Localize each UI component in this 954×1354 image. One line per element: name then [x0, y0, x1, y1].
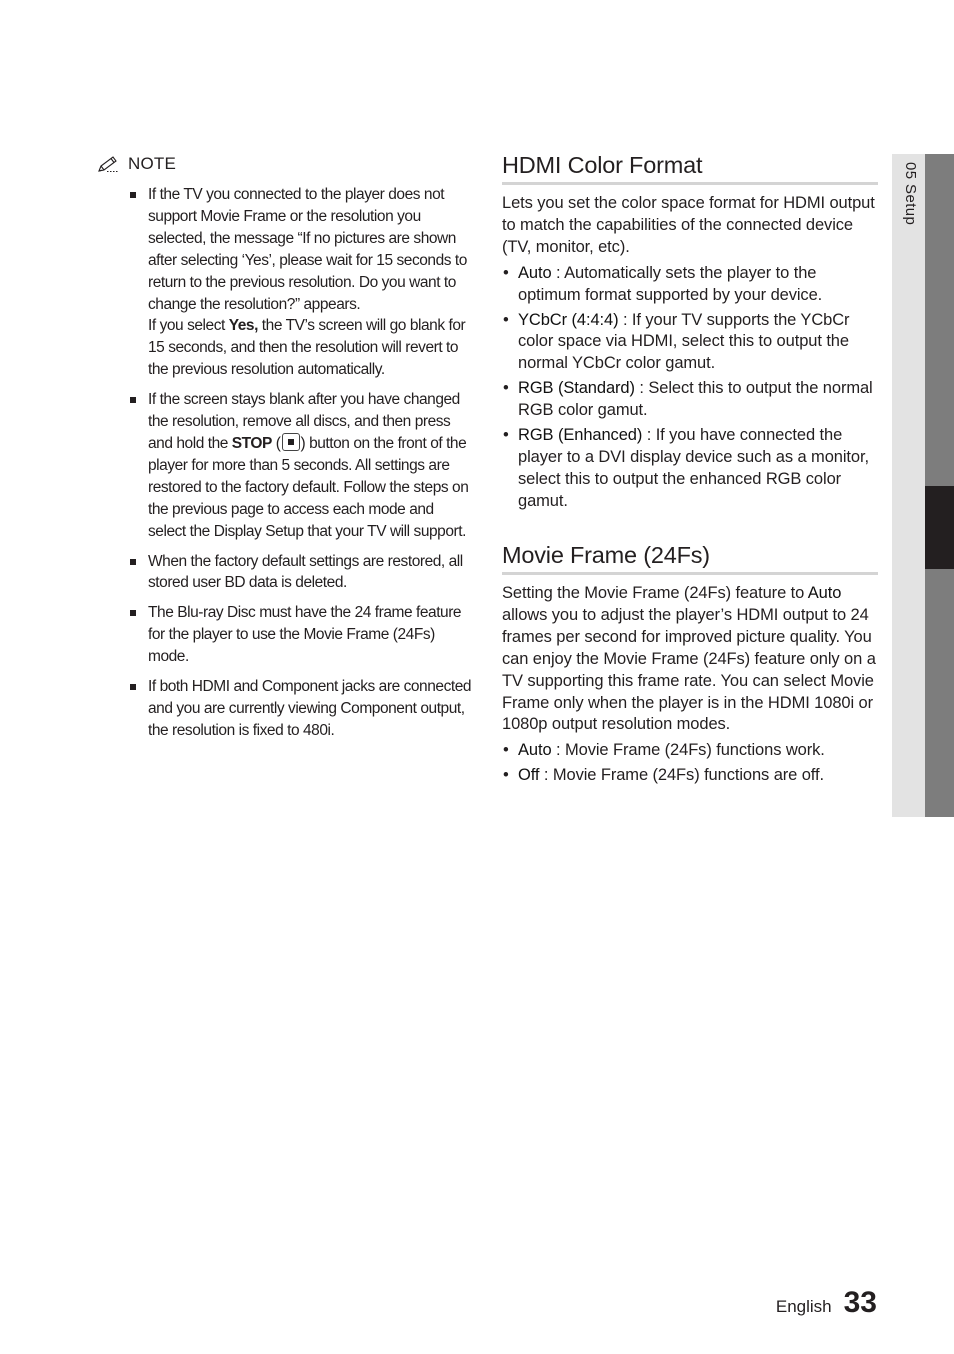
bullet-icon: • [503, 426, 509, 445]
note-box [97, 153, 473, 750]
note-item [128, 602, 473, 668]
option-term: YCbCr (4:4:4) [518, 310, 619, 329]
note-item-text: If both HDMI and Component jacks are connected and you are currently viewing Component output, the resolution is fixed to 480i. [148, 678, 472, 739]
square-bullet-icon [130, 397, 136, 403]
section-intro: Lets you set the color space format for HDMI output to match the capabilities of the connected device (TV, monitor, etc). [502, 194, 875, 256]
pencil-icon [97, 155, 121, 173]
option-desc: : Select this to output the normal RGB color gamut. [518, 379, 873, 420]
bullet-icon: • [503, 741, 509, 760]
square-bullet-icon [130, 559, 136, 565]
note-text-segment: If you select [148, 317, 229, 335]
side-tab-marker [925, 486, 954, 569]
note-item-text: The Blu-ray Disc must have the 24 frame feature for the player to use the Movie Frame (24Fs) mode. [148, 604, 462, 666]
note-text-segment: ( [271, 434, 281, 452]
option-desc: : If you have connected the player to a DVI display device such as a monitor, select this to output the enhanced RGB color gamut. [518, 426, 869, 510]
section-heading: Movie Frame (24Fs) [502, 542, 878, 575]
note-item [128, 551, 473, 595]
note-item [128, 389, 473, 542]
note-title: NOTE [128, 154, 177, 173]
bullet-icon: • [503, 379, 509, 398]
option-item [502, 425, 878, 513]
option-list [502, 263, 878, 513]
note-text-segment: If the screen stays blank after you have changed the resolution, remove all discs, and then press and hold the [148, 391, 460, 452]
option-list [502, 740, 878, 787]
intro-term: Auto [807, 584, 842, 602]
option-term: Auto [518, 263, 552, 282]
bullet-icon: • [503, 263, 509, 282]
chapter-label: 05 Setup [902, 162, 919, 226]
option-term: Off [518, 766, 540, 785]
note-header [97, 153, 473, 175]
option-item [502, 263, 878, 307]
note-item-text: When the factory default settings are restored, all stored user BD data is deleted. [148, 552, 463, 592]
hdmi-color-format-section [502, 152, 878, 516]
option-term: RGB (Enhanced) [518, 426, 643, 445]
section-intro [502, 583, 878, 736]
option-term: RGB (Standard) [518, 379, 635, 398]
note-text-segment: the TV’s screen will go blank for 15 seconds, and then the resolution will revert to the previous resolution automatically. [148, 317, 466, 379]
option-item [502, 765, 878, 787]
intro-segment: Setting the Movie Frame (24Fs) feature to [502, 584, 808, 602]
bullet-icon: • [503, 310, 509, 329]
note-stop-label: STOP [231, 434, 272, 452]
option-desc: : If your TV supports the YCbCr color space via HDMI, select this to output the normal YCbCr color gamut. [518, 310, 850, 373]
stop-button-icon [282, 433, 300, 451]
option-desc: : Movie Frame (24Fs) functions work. [551, 741, 825, 760]
page-footer [776, 1286, 877, 1320]
option-item [502, 310, 878, 376]
note-item [128, 676, 473, 742]
note-item [128, 184, 473, 381]
bullet-icon: • [503, 766, 509, 785]
square-bullet-icon [130, 192, 136, 198]
note-yes-label: Yes, [228, 317, 258, 335]
page-number: 33 [843, 1286, 877, 1319]
option-desc: : Movie Frame (24Fs) functions are off. [539, 766, 824, 785]
note-item-text [148, 315, 473, 381]
option-desc: : Automatically sets the player to the optimum format supported by your device. [518, 263, 823, 304]
note-item-text: If the TV you connected to the player does not support Movie Frame or the resolution you selected, the message “If no pictures are shown after selecting ‘Yes’, please wait for 15 seconds to return to the previous resolution. Do you want to change the resolution?” appears. [148, 186, 467, 313]
movie-frame-section [502, 542, 878, 790]
note-text-segment: ) button on the front of the player for more than 5 seconds. All settings are restored to the factory default. Follow the steps on the previous page to access each mode and select the Display Setup that your TV will support. [148, 434, 469, 540]
section-heading: HDMI Color Format [502, 152, 878, 185]
square-bullet-icon [130, 610, 136, 616]
square-bullet-icon [130, 684, 136, 690]
footer-language: English [775, 1297, 832, 1316]
option-item [502, 378, 878, 422]
intro-segment: allows you to adjust the player’s HDMI output to 24 frames per second for improved picture quality. You can enjoy the Movie Frame (24Fs) feature only on a TV supporting this frame rate. You can select Movie Frame only when the player is in the HDMI 1080i or 1080p output resolution modes. [502, 605, 876, 734]
option-item [502, 740, 878, 762]
note-list [97, 184, 473, 742]
option-term: Auto [518, 741, 552, 760]
